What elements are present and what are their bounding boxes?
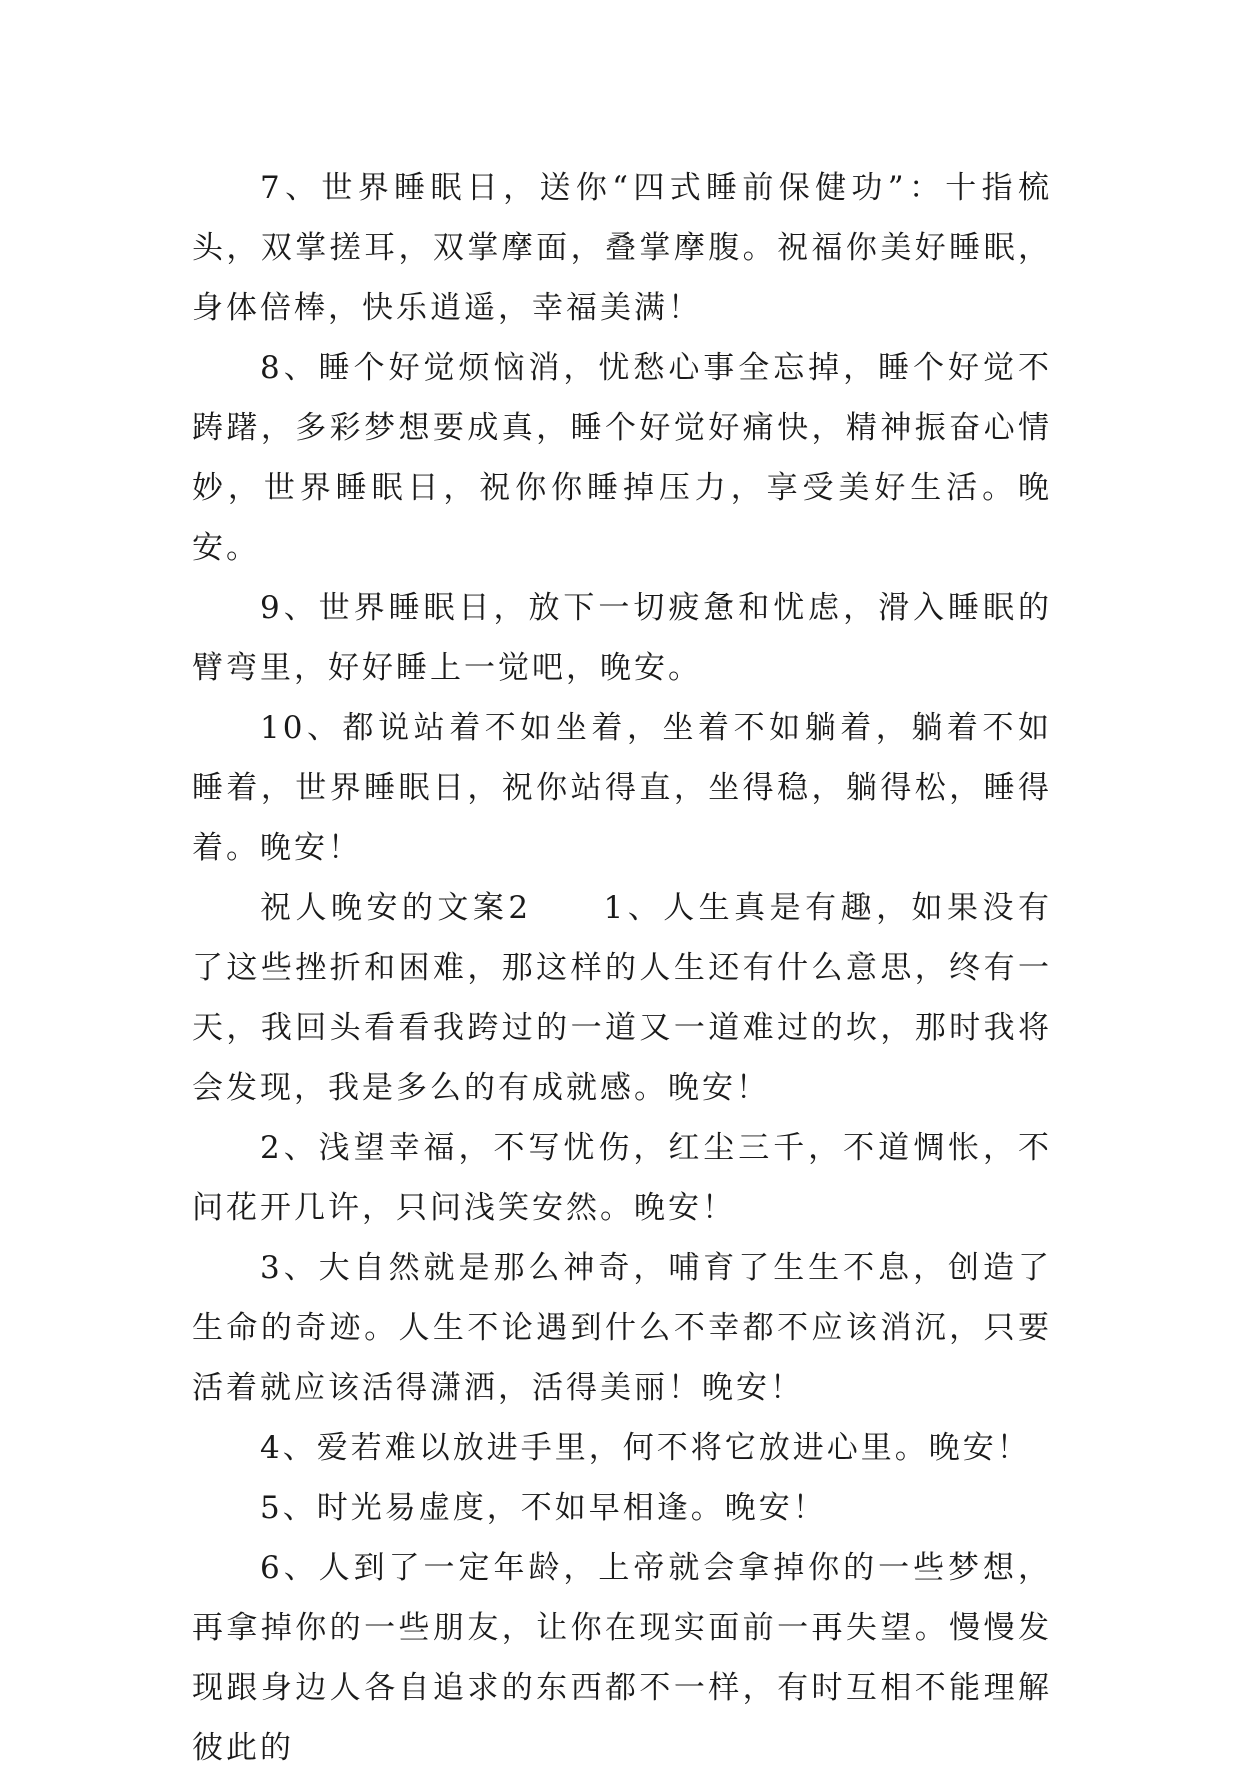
paragraph-4: 4、爱若难以放进手里，何不将它放进心里。晚安！ <box>260 1430 1031 1466</box>
paragraph-10: 10、都说站着不如坐着，坐着不如躺着，躺着不如睡着，世界睡眠日，祝你站得直，坐得稳，躺得松，睡得着。晚安！ <box>192 710 1052 866</box>
paragraph-2: 2、浅望幸福，不写忧伤，红尘三千，不道惆怅，不问花开几许，只问浅笑安然。晚安！ <box>192 1130 1052 1226</box>
paragraph-7: 7、世界睡眠日，送你“四式睡前保健功”：十指梳头，双掌搓耳，双掌摩面，叠掌摩腹。祝福你美好睡眠，身体倍棒，快乐逍遥，幸福美满！ <box>192 170 1052 326</box>
paragraph-6: 6、人到了一定年龄，上帝就会拿掉你的一些梦想，再拿掉你的一些朋友，让你在现实面前一再失望。慢慢发现跟身边人各自追求的东西都不一样，有时互相不能理解彼此的 <box>192 1550 1052 1766</box>
paragraph-5: 5、时光易虚度，不如早相逢。晚安！ <box>260 1490 827 1526</box>
paragraph-8: 8、睡个好觉烦恼消，忧愁心事全忘掉，睡个好觉不踌躇，多彩梦想要成真，睡个好觉好痛快，精神振奋心情妙，世界睡眠日，祝你你睡掉压力，享受美好生活。晚安。 <box>192 350 1052 566</box>
document-body <box>192 158 1052 1778</box>
paragraph-9: 9、世界睡眠日，放下一切疲惫和忧虑，滑入睡眠的臂弯里，好好睡上一觉吧，晚安。 <box>192 590 1052 686</box>
paragraph-3: 3、大自然就是那么神奇，哺育了生生不息，创造了生命的奇迹。人生不论遇到什么不幸都不应该消沉，只要活着就应该活得潇洒，活得美丽！晚安！ <box>192 1250 1052 1406</box>
paragraph-section-2-item-1: 祝人晚安的文案2 1、人生真是有趣，如果没有了这些挫折和困难，那这样的人生还有什么意思，终有一天，我回头看看我跨过的一道又一道难过的坎，那时我将会发现，我是多么的有成就感。晚安！ <box>192 890 1052 1106</box>
